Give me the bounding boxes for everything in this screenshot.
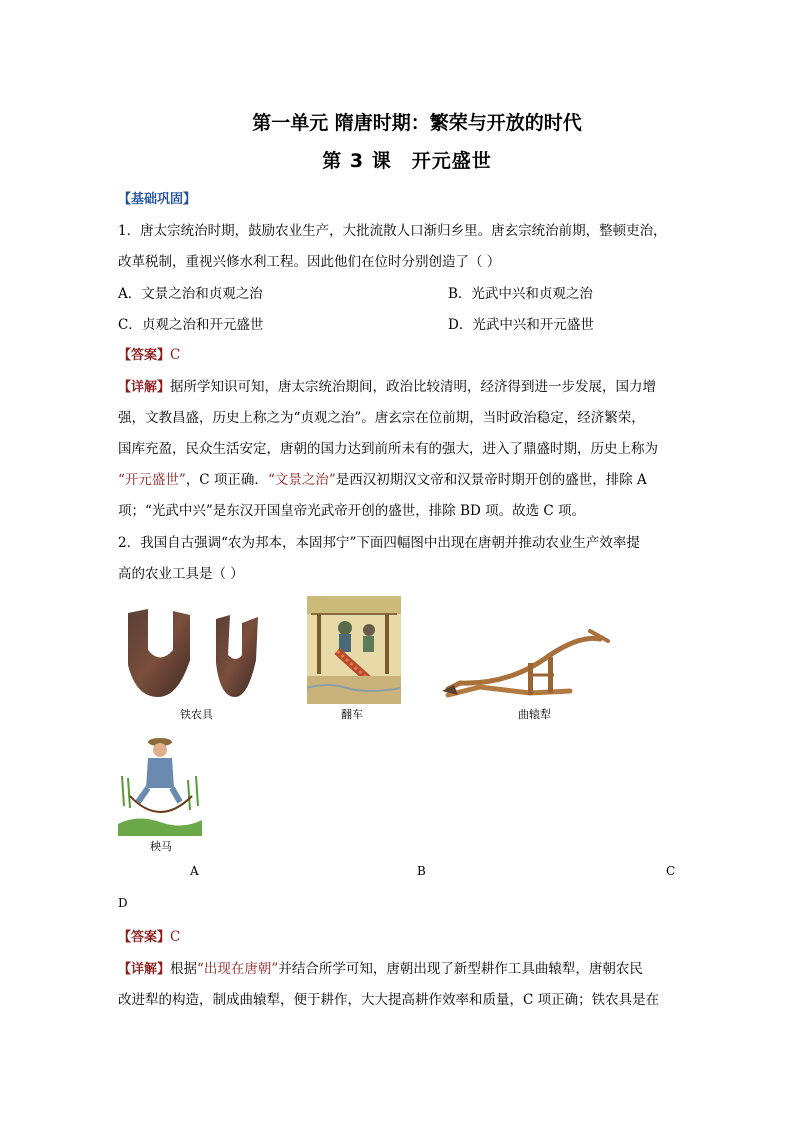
quote-kaiyuan: “开元盛世” (118, 472, 186, 488)
q1-detail-text: 据所学知识可知，唐太宗统治期间，政治比较清明，经济得到进一步发展，国力增 (170, 379, 657, 395)
q1-option-b: B．光武中兴和贞观之治 (448, 286, 593, 302)
detail-tag: 【详解】 (118, 380, 171, 395)
q2-detail-line2: 改进犁的构造，制成曲辕犁，便于耕作，大大提高耕作效率和质量，C 项正确；铁农具是在 (118, 992, 660, 1008)
q2-detail-line1 (118, 957, 643, 977)
q1-stem-line2: 改革税制，重视兴修水利工程。因此他们在位时分别创造了（ ） (118, 254, 501, 270)
q1-detail-line1 (118, 375, 656, 395)
q2-detail-seg2: 并结合所学可知，唐朝出现了新型耕作工具曲辕犁，唐朝农民 (278, 961, 643, 977)
q2-stem-line1: 2．我国自古强调“农为邦本，本固邦宁”下面四幅图中出现在唐朝并推动农业生产效率提 (118, 535, 640, 551)
water-wheel-image (307, 596, 401, 704)
q1-detail-seg2: 是西汉初期汉文帝和汉景帝时期开创的盛世，排除 A (335, 472, 647, 488)
q1-option-d: D．光武中兴和开元盛世 (448, 317, 594, 333)
q1-option-a: A．文景之治和贞观之治 (118, 286, 263, 302)
q1-option-c: C．贞观之治和开元盛世 (118, 317, 264, 333)
q2-detail-seg: 根据 (170, 961, 198, 977)
lesson-title: 第 3 课 开元盛世 (322, 150, 492, 172)
q2-option-d: D (118, 896, 128, 910)
caption-water-wheel: 翻车 (341, 708, 363, 721)
q1-detail-line2: 强，文教昌盛，历史上称之为“贞观之治”。唐玄宗在位前期，当时政治稳定，经济繁荣， (118, 410, 645, 426)
unit-title: 第一单元 隋唐时期：繁荣与开放的时代 (252, 112, 582, 134)
detail-tag: 【详解】 (118, 962, 171, 977)
q2-answer-value: C (170, 929, 181, 945)
q1-detail-line5: 项；“光武中兴”是东汉开国皇帝光武帝开创的盛世，排除 BD 项。故选 C 项。 (118, 503, 586, 519)
iron-tools-image (118, 605, 278, 700)
q2-answer-line (118, 926, 180, 945)
section-heading: 【基础巩固】 (118, 192, 197, 207)
q2-stem-line2: 高的农业工具是（ ） (118, 566, 244, 582)
q2-option-a: A (190, 864, 199, 878)
q1-detail-line3: 国库充盈，民众生活安定，唐朝的国力达到前所未有的强大，进入了鼎盛时期，历史上称为 (118, 441, 658, 457)
caption-iron-tools: 铁农具 (180, 708, 213, 721)
caption-curved-plow: 曲辕犁 (518, 708, 551, 721)
q1-detail-line4 (118, 468, 647, 488)
quote-wenjing: “文景之治” (267, 472, 336, 488)
seedling-horse-image (118, 736, 202, 836)
q2-option-c: C (666, 864, 676, 878)
caption-seedling-horse: 秧马 (150, 840, 172, 853)
q1-answer-value: C (170, 347, 181, 363)
q1-stem-line1: 1．唐太宗统治时期，鼓励农业生产，大批流散人口渐归乡里。唐玄宗统治前期，整顿吏治， (118, 223, 667, 239)
answer-tag: 【答案】 (118, 930, 171, 945)
q1-answer-line (118, 344, 180, 363)
answer-tag: 【答案】 (118, 348, 171, 363)
quote-tang: “出现在唐朝” (197, 961, 279, 977)
curved-plow-image (440, 625, 610, 705)
q2-option-b: B (417, 864, 426, 878)
q1-detail-seg: ，C 项正确． (185, 472, 268, 488)
